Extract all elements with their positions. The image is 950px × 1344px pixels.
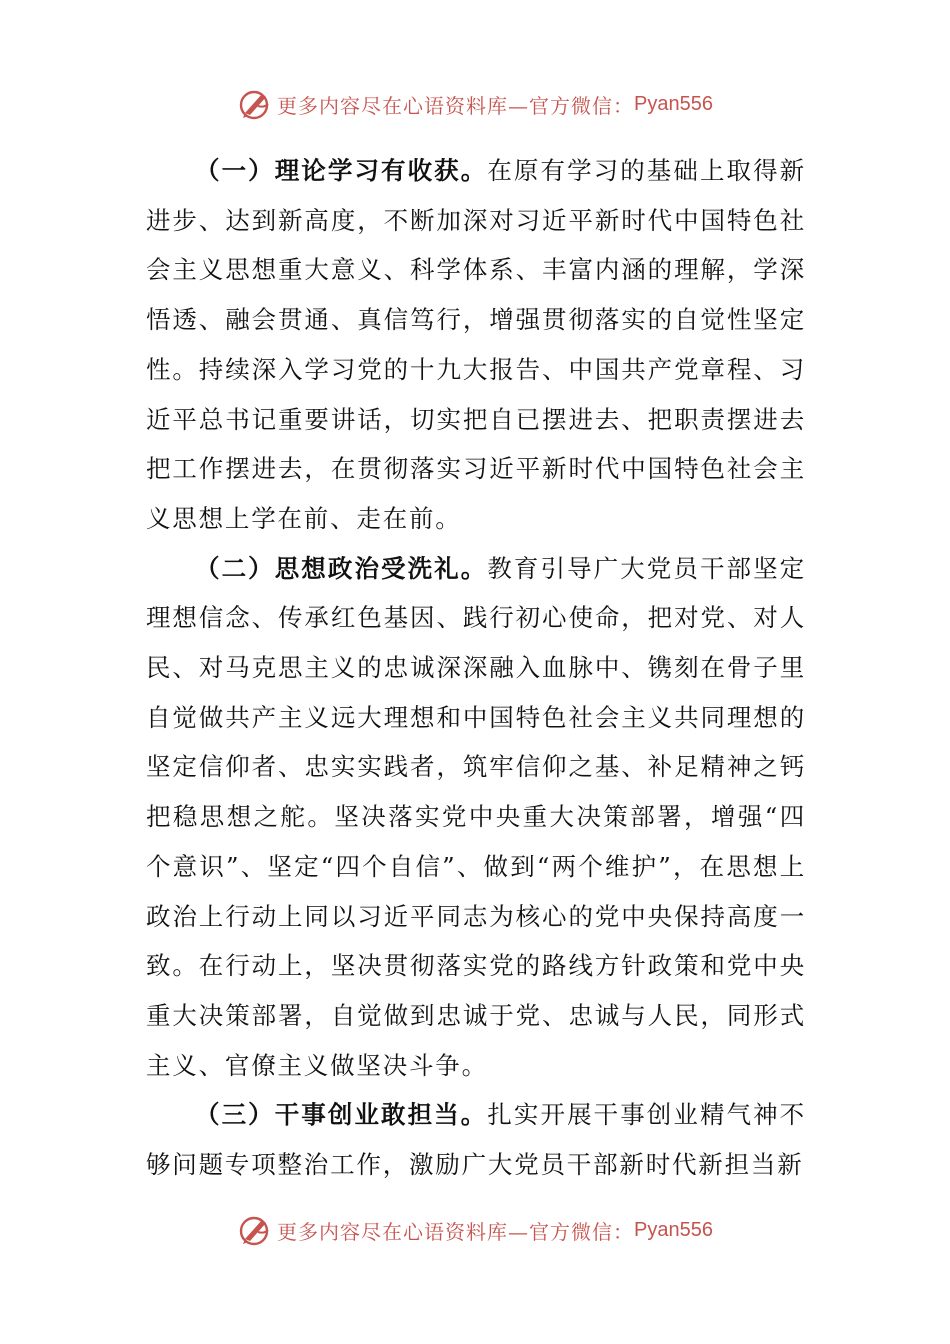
pen-logo-icon [237,1212,273,1248]
watermark-brand: Pyan556 [634,1218,713,1241]
document-body [146,146,806,1190]
paragraph-theory-study [146,146,806,544]
footer-watermark [0,1210,950,1250]
paragraph-ideological-baptism [146,544,806,1091]
watermark-text: 更多内容尽在心语资料库—官方微信： [277,93,635,118]
paragraph-heading: （三）干事创业敢担当。 [195,1100,488,1130]
paragraph-heading: （二）思想政治受洗礼。 [195,553,488,583]
watermark-brand: Pyan556 [634,92,713,115]
pen-logo-icon [237,86,273,122]
paragraph-text: 在原有学习的基础上取得新进步、达到新高度，不断加深对习近平新时代中国特色社会主义思想重大意义、科学体系、丰富内涵的理解，学深悟透、融会贯通、真信笃行，增强贯彻落实的自觉性坚定性。持续深入学习党的十九大报告、中国共产党章程、习近平总书记重要讲话，切实把自已摆进去、把职责摆进去把工作摆进去，在贯彻落实习近平新时代中国特色社会主义思想上学在前、走在前。 [146,156,806,533]
watermark-text: 更多内容尽在心语资料库—官方微信： [277,1219,635,1244]
paragraph-text: 扎实开展干事创业精气神不够问题专项整治工作，激励广大党员干部新时代新担当新 [146,1100,806,1180]
paragraph-text: 教育引导广大党员干部坚定理想信念、传承红色基因、践行初心使命，把对党、对人民、对马克思主义的忠诚深深融入血脉中、镌刻在骨子里自觉做共产主义远大理想和中国特色社会主义共同理想的坚定信仰者、忠实实践者，筑牢信仰之基、补足精神之钙把稳思想之舵。坚决落实党中央重大决策部署，增强“四个意识”、坚定“四个自信”、做到“两个维护”，在思想上政治上行动上同以习近平同志为核心的党中央保持高度一致。在行动上，坚决贯彻落实党的路线方针政策和党中央重大决策部署，自觉做到忠诚于党、忠诚与人民，同形式主义、官僚主义做坚决斗争。 [146,553,806,1080]
header-watermark [0,84,950,124]
paragraph-heading: （一）理论学习有收获。 [195,156,488,185]
paragraph-dare-to-take-responsibility [146,1090,806,1189]
